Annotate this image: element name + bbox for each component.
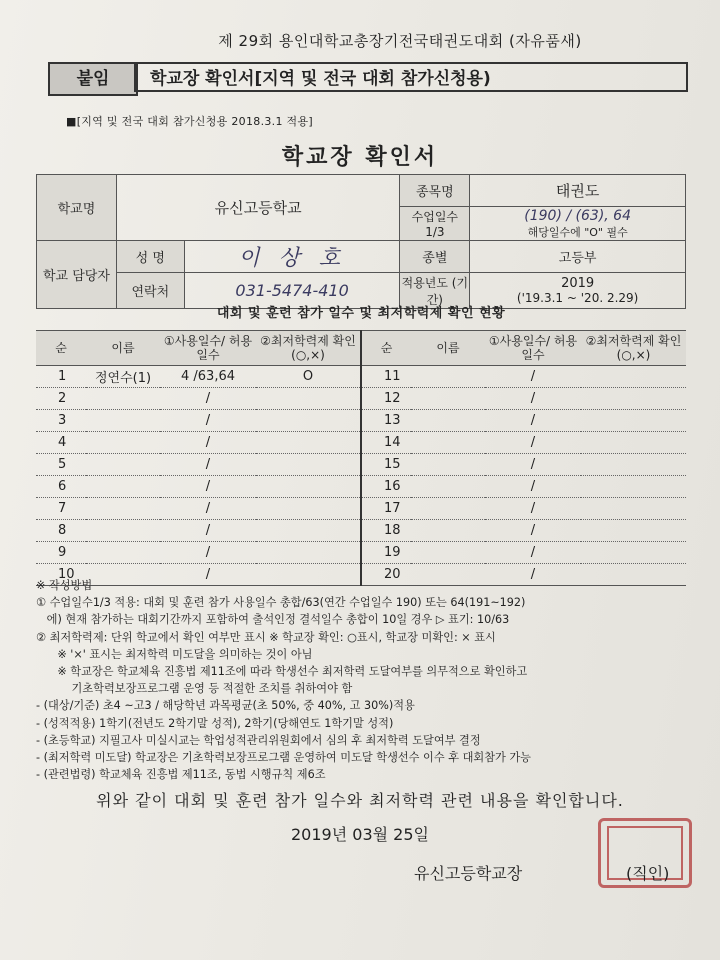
row-name	[86, 454, 160, 476]
header-name: 이름	[411, 331, 485, 366]
row-no: 11	[361, 366, 411, 388]
row-no: 2	[36, 388, 86, 410]
row-used: /	[160, 498, 256, 520]
instructions-block	[36, 577, 686, 783]
table-row	[36, 432, 686, 454]
period-value: ('19.3.1 ~ '20. 2.29)	[516, 291, 639, 305]
header-min-academic: ②최저학력제 확인(○,×)	[256, 331, 361, 366]
row-used: /	[485, 476, 581, 498]
confirmation-text: 위와 같이 대회 및 훈련 참가 일수와 최저학력 관련 내용을 확인합니다.	[96, 791, 624, 810]
participation-header-row	[36, 331, 686, 366]
row-name	[411, 432, 485, 454]
document-title: 학교장 확인서	[281, 145, 439, 170]
row-no: 18	[361, 520, 411, 542]
row-name	[86, 498, 160, 520]
row-name	[86, 388, 160, 410]
instruction-line: - (초등학교) 지필고사 미실시교는 학업성적관리위원회에서 심의 후 최저학력 도달여부 결정	[36, 733, 481, 747]
row-no: 8	[36, 520, 86, 542]
row-used: /	[485, 542, 581, 564]
row-no: 17	[361, 498, 411, 520]
row-used: /	[485, 410, 581, 432]
row-no: 12	[361, 388, 411, 410]
row-name: 정연수(1)	[86, 366, 160, 388]
school-name-label: 학교명	[37, 175, 117, 241]
confirmation-date: 2019년 03월 25일	[291, 825, 429, 844]
header-used-days: ①사용일수/ 허용일수	[160, 331, 256, 366]
table-row	[36, 388, 686, 410]
row-check	[581, 454, 686, 476]
school-days-note: 해당일수에 "O" 필수	[527, 225, 628, 239]
row-no: 4	[36, 432, 86, 454]
row-used: /	[485, 498, 581, 520]
row-no: 19	[361, 542, 411, 564]
row-check	[256, 410, 361, 432]
teacher-label: 학교 담당자	[37, 241, 117, 309]
instruction-line: 기초학력보장프로그램 운영 등 적절한 조치를 취하여야 함	[36, 682, 353, 696]
row-check: O	[256, 366, 361, 388]
row-used: /	[160, 388, 256, 410]
row-used: /	[485, 454, 581, 476]
instruction-line: - (최저학력 미도달) 학교장은 기초학력보장프로그램 운영하여 미도달 학생선수 이수 후 대회참가 가능	[36, 751, 531, 765]
row-used: /	[160, 542, 256, 564]
row-no: 15	[361, 454, 411, 476]
row-used: /	[485, 432, 581, 454]
row-check	[256, 388, 361, 410]
contact-label: 연락처	[116, 273, 184, 309]
row-name	[86, 520, 160, 542]
row-check	[581, 388, 686, 410]
row-no: 3	[36, 410, 86, 432]
principal-title: 유신고등학교장	[414, 864, 523, 883]
table-row	[36, 498, 686, 520]
row-used: 4 /63,64	[160, 366, 256, 388]
seal-label: (직인)	[626, 864, 670, 883]
contact-value: 031-5474-410	[184, 273, 400, 309]
row-check	[581, 520, 686, 542]
table-row	[36, 366, 686, 388]
row-name	[411, 410, 485, 432]
row-check	[581, 476, 686, 498]
attachment-badge: 붙임	[48, 62, 138, 96]
school-days-value: (190) / (63), 64	[524, 207, 631, 224]
row-used: /	[160, 564, 256, 586]
table-row	[36, 542, 686, 564]
row-used: /	[160, 432, 256, 454]
row-name	[411, 520, 485, 542]
row-name	[86, 410, 160, 432]
row-check	[581, 542, 686, 564]
row-name	[411, 366, 485, 388]
row-used: /	[160, 520, 256, 542]
row-check	[256, 542, 361, 564]
row-no: 9	[36, 542, 86, 564]
instruction-line: ※ 작성방법	[36, 579, 93, 592]
row-no: 13	[361, 410, 411, 432]
instruction-line: ① 수업일수1/3 적용: 대회 및 훈련 참가 사용일수 총합/63(연간 수업일수 190) 또는 64(191~192)	[36, 596, 526, 610]
sport-value: 태권도	[470, 175, 686, 207]
row-check	[256, 476, 361, 498]
school-info-table	[36, 174, 686, 309]
row-used: /	[160, 410, 256, 432]
row-check	[256, 498, 361, 520]
row-check	[256, 520, 361, 542]
school-days-label: 수업일수 1/3	[400, 207, 470, 241]
instruction-line: ② 최저학력제: 단위 학교에서 확인 여부만 표시 ※ 학교장 확인: ○표시, 학교장 미확인: × 표시	[36, 630, 496, 644]
row-check	[256, 432, 361, 454]
row-name	[411, 388, 485, 410]
instruction-line: - (관련법령) 학교체육 진흥법 제11조, 동법 시행규칙 제6조	[36, 768, 326, 782]
school-days-cell	[470, 207, 686, 241]
row-used: /	[160, 476, 256, 498]
header-min-academic: ②최저학력제 확인(○,×)	[581, 331, 686, 366]
row-no: 14	[361, 432, 411, 454]
category-value: 고등부	[470, 241, 686, 273]
event-title: 제 29회 용인대학교총장기전국태권도대회 (자유품새)	[218, 32, 582, 50]
teacher-name-label: 성 명	[116, 241, 184, 273]
instruction-line: ※ 학교장은 학교체육 진흥법 제11조에 따라 학생선수 최저학력 도달여부를 의무적으로 확인하고	[36, 665, 528, 679]
header-name: 이름	[86, 331, 160, 366]
instruction-line: ※ '×' 표시는 최저학력 미도달을 의미하는 것이 아님	[36, 647, 313, 661]
instruction-line: - (대상/기준) 초4 ~고3 / 해당학년 과목평균(초 50%, 중 40%, 고 30%)적용	[36, 699, 415, 713]
form-version-note: ■[지역 및 전국 대회 참가신청용 2018.3.1 적용]	[66, 115, 314, 128]
row-used: /	[485, 520, 581, 542]
year-value: 2019	[561, 276, 595, 291]
row-name	[411, 454, 485, 476]
row-check	[581, 432, 686, 454]
row-used: /	[485, 366, 581, 388]
row-no: 7	[36, 498, 86, 520]
row-no: 16	[361, 476, 411, 498]
category-label: 종별	[400, 241, 470, 273]
participation-table	[36, 330, 686, 586]
row-used: /	[160, 454, 256, 476]
row-no: 10	[36, 564, 86, 586]
table-row	[36, 476, 686, 498]
header-no: 순	[36, 331, 86, 366]
row-check	[581, 498, 686, 520]
header-used-days: ①사용일수/ 허용일수	[485, 331, 581, 366]
table-row	[36, 410, 686, 432]
row-name	[411, 476, 485, 498]
row-name	[411, 542, 485, 564]
row-name	[411, 498, 485, 520]
table-row	[36, 454, 686, 476]
row-no: 20	[361, 564, 411, 586]
row-name	[86, 432, 160, 454]
header-no: 순	[361, 331, 411, 366]
sport-label: 종목명	[400, 175, 470, 207]
year-label: 적용년도 (기간)	[400, 273, 470, 309]
school-name-value: 유신고등학교	[116, 175, 400, 241]
row-check	[581, 366, 686, 388]
row-name	[86, 476, 160, 498]
row-used: /	[485, 388, 581, 410]
document-type-title: 학교장 확인서[지역 및 전국 대회 참가신청용)	[134, 62, 688, 92]
row-no: 1	[36, 366, 86, 388]
row-no: 6	[36, 476, 86, 498]
row-check	[581, 410, 686, 432]
teacher-name-value: 이 상 호	[184, 241, 400, 273]
participation-list-title: 대회 및 훈련 참가 일수 및 최저학력제 확인 현황	[216, 306, 506, 321]
instruction-line: - (성적적용) 1학기(전년도 2학기말 성적), 2학기(당해연도 1학기말 성적)	[36, 716, 394, 730]
row-no: 5	[36, 454, 86, 476]
instruction-line: 에) 현재 참가하는 대회기간까지 포함하여 출석인정 결석일수 총합이 10일 경우 ▷ 표기: 10/63	[36, 613, 510, 627]
table-row	[36, 520, 686, 542]
row-used: /	[485, 564, 581, 586]
row-name	[86, 542, 160, 564]
row-check	[256, 454, 361, 476]
